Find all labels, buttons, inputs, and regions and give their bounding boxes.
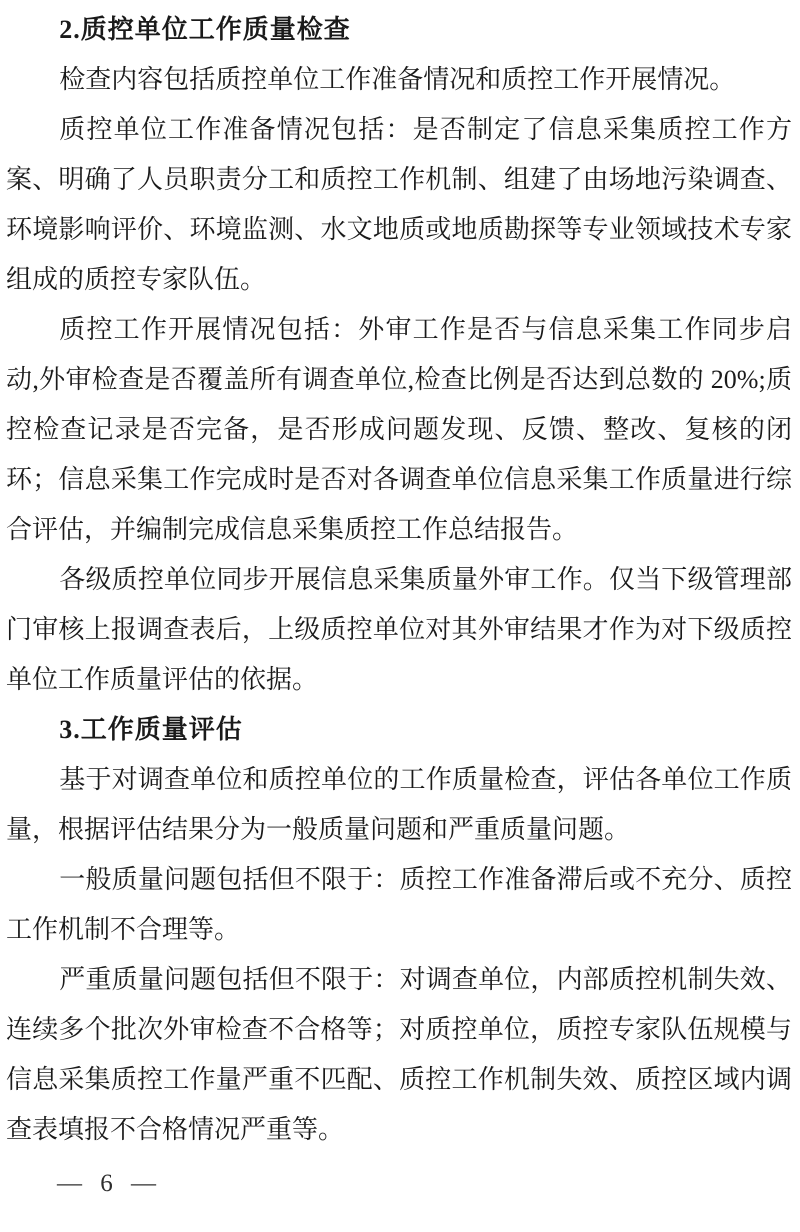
body-paragraph: 严重质量问题包括但不限于：对调查单位，内部质控机制失效、连续多个批次外审检查不合格等；对质控单位，质控专家队伍规模与信息采集质控工作量严重不匹配、质控工作机制失效、质控区域内调查表填报不合格情况严重等。 [6, 965, 792, 1144]
section-heading: 2.质控单位工作质量检查 [59, 15, 351, 44]
body-paragraph: 基于对调查单位和质控单位的工作质量检查，评估各单位工作质量，根据评估结果分为一般质量问题和严重质量问题。 [6, 765, 792, 844]
body-paragraph: 质控单位工作准备情况包括：是否制定了信息采集质控工作方案、明确了人员职责分工和质控工作机制、组建了由场地污染调查、环境影响评价、环境监测、水文地质或地质勘探等专业领域技术专家组成的质控专家队伍。 [6, 115, 792, 294]
page-number: — 6 — [57, 1170, 162, 1197]
section-heading: 3.工作质量评估 [59, 715, 243, 744]
page-footer [8, 1142, 162, 1226]
body-paragraph: 质控工作开展情况包括：外审工作是否与信息采集工作同步启动,外审检查是否覆盖所有调查单位,检查比例是否达到总数的 20%;质控检查记录是否完备，是否形成问题发现、反馈、整改、复核的闭环；信息采集工作完成时是否对各调查单位信息采集工作质量进行综合评估，并编制完成信息采集质控工作总结报告。 [6, 315, 792, 544]
body-paragraph: 各级质控单位同步开展信息采集质量外审工作。仅当下级管理部门审核上报调查表后，上级质控单位对其外审结果才作为对下级质控单位工作质量评估的依据。 [6, 565, 792, 694]
body-paragraph: 检查内容包括质控单位工作准备情况和质控工作开展情况。 [59, 65, 736, 94]
body-paragraph: 一般质量问题包括但不限于：质控工作准备滞后或不充分、质控工作机制不合理等。 [6, 865, 792, 944]
